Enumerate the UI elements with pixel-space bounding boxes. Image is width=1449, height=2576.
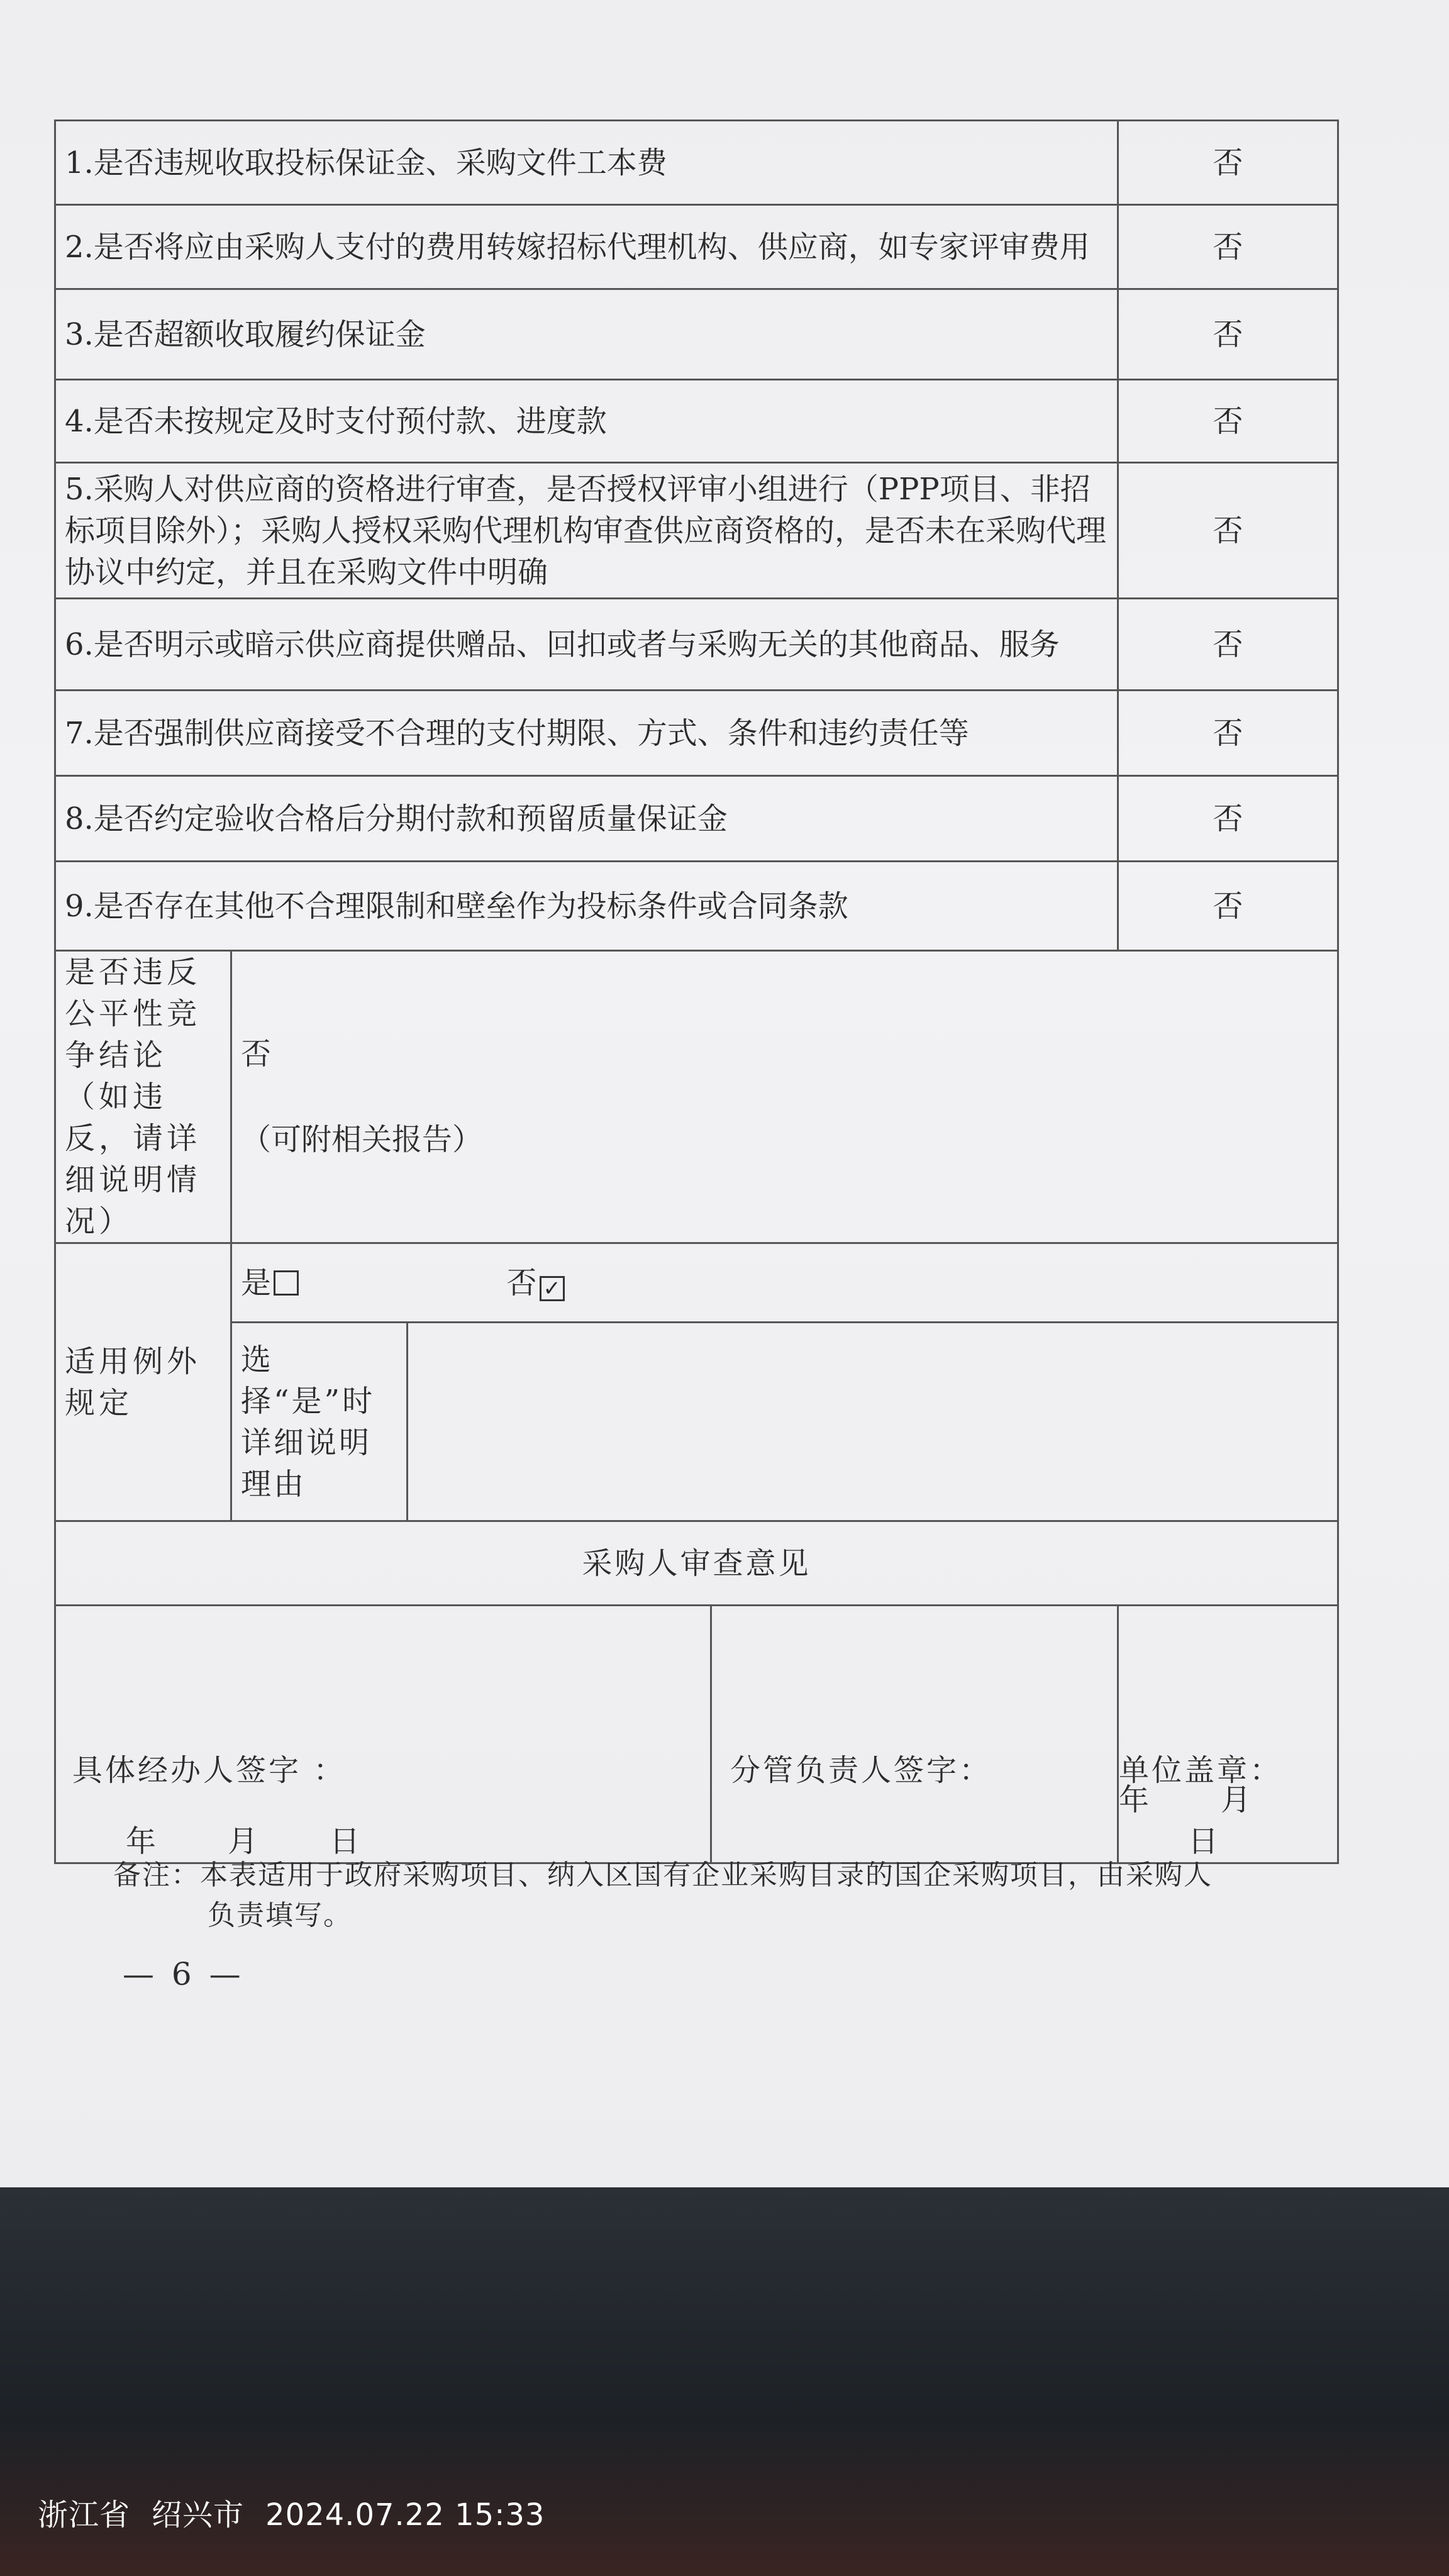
exception-no-checkbox[interactable]: ✓ [540, 1276, 565, 1301]
fair-competition-row [55, 951, 1338, 1243]
question-answer: 否 [1118, 380, 1338, 463]
date-day: 日 [1188, 1824, 1221, 1859]
question-answer: 否 [1118, 691, 1338, 776]
exception-choice-row [55, 1243, 1338, 1323]
leader-date [1119, 1779, 1321, 1862]
exception-reason-row [55, 1323, 1338, 1521]
review-form [54, 119, 1337, 1864]
review-table [54, 119, 1339, 1864]
question-text: 5.采购人对供应商的资格进行审查，是否授权评审小组进行（PPP项目、非招标项目除外）；采购人授权采购代理机构审查供应商资格的，是否未在采购代理协议中约定，并且在采购文件中明确 [55, 463, 1118, 599]
question-row-8 [55, 776, 1338, 862]
opinion-title-row [55, 1521, 1338, 1606]
question-text: 2.是否将应由采购人支付的费用转嫁招标代理机构、供应商，如专家评审费用 [55, 205, 1118, 289]
question-row-6 [55, 599, 1338, 691]
footnote-line-2: 负责填写。 [208, 1899, 352, 1931]
watermark-city: 绍兴市 [152, 2497, 245, 2533]
leader-signature-label: 分管负责人签字： [730, 1753, 992, 1788]
question-text: 7.是否强制供应商接受不合理的支付期限、方式、条件和违约责任等 [55, 691, 1118, 776]
question-row-9 [55, 862, 1338, 951]
question-text: 4.是否未按规定及时支付预付款、进度款 [55, 380, 1118, 463]
exception-reason-field[interactable] [408, 1323, 1338, 1521]
exception-yes-checkbox[interactable] [274, 1270, 299, 1296]
question-answer: 否 [1118, 463, 1338, 599]
question-text: 1.是否违规收取投标保证金、采购文件工本费 [55, 121, 1118, 205]
question-answer: 否 [1118, 599, 1338, 691]
date-year: 年 [1119, 1782, 1152, 1818]
question-answer: 否 [1118, 776, 1338, 862]
question-answer: 否 [1118, 205, 1338, 289]
handler-signature-label: 具体经办人签字 ： [72, 1753, 347, 1788]
watermark-province: 浙江省 [38, 2497, 131, 2533]
footnote [113, 1855, 1346, 1936]
question-row-7 [55, 691, 1338, 776]
fair-competition-label: 是否违反公平性竞争结论（如违反，请详细说明情况） [55, 951, 231, 1243]
signature-divider [710, 1606, 712, 1862]
fair-competition-cell [231, 951, 1338, 1243]
question-text: 9.是否存在其他不合理限制和壁垒作为投标条件或合同条款 [55, 862, 1118, 951]
seal-cell[interactable] [1118, 1606, 1338, 1863]
handler-signature-cell[interactable] [55, 1606, 1118, 1863]
question-row-1 [55, 121, 1338, 205]
date-month: 月 [1221, 1782, 1254, 1818]
fair-competition-answer: 否 [241, 1036, 272, 1072]
question-answer: 否 [1118, 289, 1338, 380]
question-answer: 否 [1118, 862, 1338, 951]
page-number: — 6 — [123, 1956, 245, 1992]
exception-reason-label: 选择“是”时详细说明理由 [231, 1323, 408, 1521]
question-text: 6.是否明示或暗示供应商提供赠品、回扣或者与采购无关的其他商品、服务 [55, 599, 1118, 691]
date-year: 年 [125, 1824, 158, 1859]
question-text: 3.是否超额收取履约保证金 [55, 289, 1118, 380]
question-answer: 否 [1118, 121, 1338, 205]
footnote-line-1: 备注：本表适用于政府采购项目、纳入区国有企业采购目录的国企采购项目，由采购人 [113, 1859, 1213, 1891]
question-row-5 [55, 463, 1338, 599]
exception-choice-cell [231, 1243, 1338, 1323]
seal-label: 单位盖章： [1119, 1753, 1283, 1788]
exception-no-label: 否 [506, 1265, 537, 1301]
question-row-3 [55, 289, 1338, 380]
date-month: 月 [228, 1824, 261, 1859]
question-text: 8.是否约定验收合格后分期付款和预留质量保证金 [55, 776, 1118, 862]
exception-yes-label: 是 [241, 1265, 272, 1301]
signature-row [55, 1606, 1338, 1863]
exception-label: 适用例外规定 [55, 1243, 231, 1521]
watermark-datetime: 2024.07.22 15:33 [265, 2497, 545, 2533]
date-day: 日 [330, 1824, 363, 1859]
fair-competition-note: （可附相关报告） [241, 1122, 483, 1157]
question-row-4 [55, 380, 1338, 463]
opinion-title: 采购人审查意见 [55, 1521, 1338, 1606]
photo-watermark [38, 2490, 566, 2534]
question-row-2 [55, 205, 1338, 289]
